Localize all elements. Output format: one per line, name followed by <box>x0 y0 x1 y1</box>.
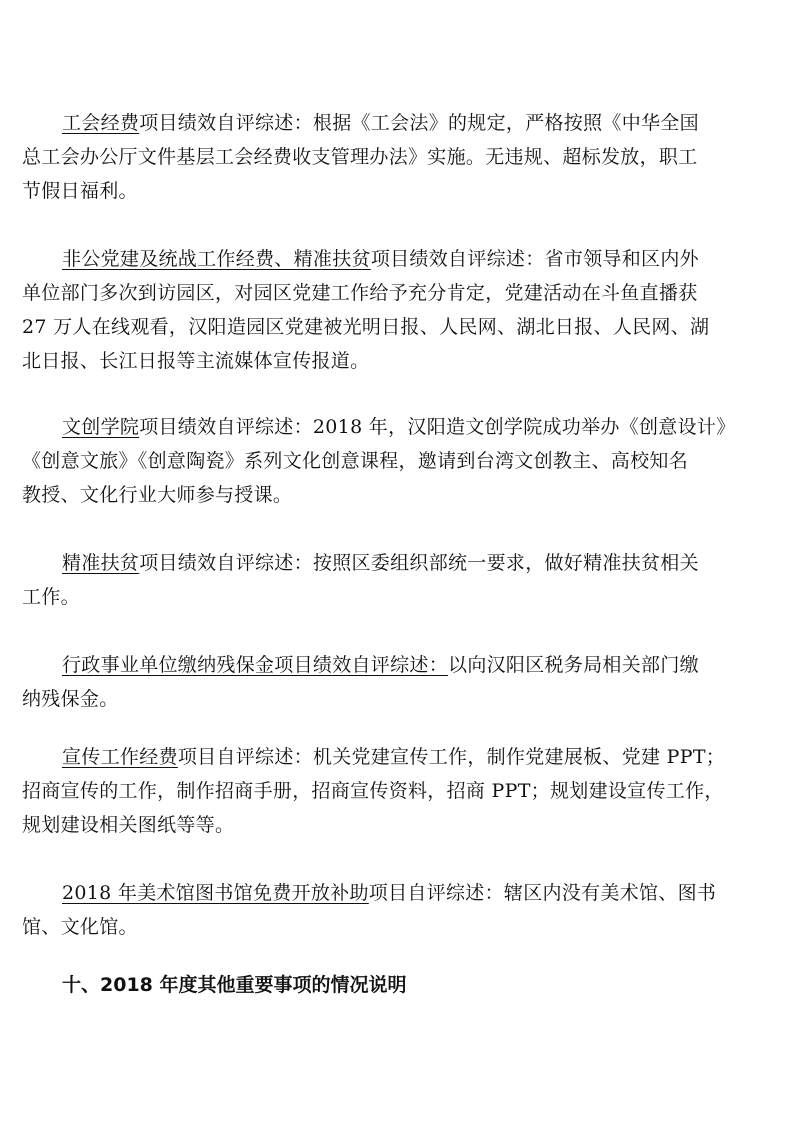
paragraph-line <box>22 344 369 378</box>
text-segment: 项目自评综述：辖区内没有美术馆、图书 <box>368 882 717 904</box>
underlined-project-name: 工会经费 <box>62 112 140 134</box>
paragraph-line <box>22 140 698 174</box>
text-segment: 项目绩效自评综述：2018 年，汉阳造文创学院成功举办《创意设计》 <box>139 416 736 438</box>
text-segment: 项目绩效自评综述：按照区委组织部统一要求，做好精准扶贫相关 <box>139 552 699 574</box>
text-segment: 总工会办公厅文件基层工会经费收支管理办法》实施。无违规、超标发放，职工 <box>22 146 698 168</box>
underlined-project-name: 文创学院 <box>62 416 140 438</box>
text-segment: 《创意文旅》《创意陶瓷》系列文化创意课程，邀请到台湾文创教主、高校知名 <box>22 450 689 472</box>
paragraph-line <box>62 106 699 140</box>
text-segment: 纳残保金。 <box>22 688 119 710</box>
paragraph-line <box>22 774 724 808</box>
underlined-project-name: 2018 年美术馆图书馆免费开放补助 <box>62 882 369 904</box>
paragraph-line <box>22 310 709 344</box>
text-segment: 项目自评综述：机关党建宣传工作，制作党建展板、党建 PPT； <box>177 746 726 768</box>
paragraph-line <box>22 276 698 310</box>
text-segment: 项目绩效自评综述：省市领导和区内外 <box>370 248 699 270</box>
underlined-project-name: 行政事业单位缴纳残保金项目绩效自评综述： <box>62 654 449 676</box>
text-segment: 招商宣传的工作，制作招商手册，招商宣传资料，招商 PPT；规划建设宣传工作， <box>22 780 724 802</box>
text-segment: 工作。 <box>22 586 80 608</box>
text-segment: 27 万人在线观看，汉阳造园区党建被光明日报、人民网、湖北日报、人民网、湖 <box>22 316 710 338</box>
paragraph-line <box>22 682 119 716</box>
text-segment: 馆、文化馆。 <box>22 916 138 938</box>
paragraph-line <box>22 174 138 208</box>
text-segment: 规划建设相关图纸等等。 <box>22 814 235 836</box>
text-segment: 节假日福利。 <box>22 180 138 202</box>
paragraph-line <box>22 478 292 512</box>
text-segment: 北日报、长江日报等主流媒体宣传报道。 <box>22 350 370 372</box>
text-segment: 项目绩效自评综述：根据《工会法》的规定，严格按照《中华全国 <box>139 112 699 134</box>
text-segment: 教授、文化行业大师参与授课。 <box>22 484 293 506</box>
text-segment: 以向汉阳区税务局相关部门缴 <box>448 654 699 676</box>
text-segment: 单位部门多次到访园区，对园区党建工作给予充分肯定，党建活动在斗鱼直播获 <box>22 282 698 304</box>
paragraph-line <box>22 444 688 478</box>
paragraph-line <box>62 546 699 580</box>
paragraph-line <box>62 242 699 276</box>
paragraph-line <box>62 876 716 910</box>
underlined-project-name: 非公党建及统战工作经费、精准扶贫 <box>62 248 371 270</box>
underlined-project-name: 精准扶贫 <box>62 552 140 574</box>
paragraph-line <box>62 410 736 444</box>
paragraph-line <box>22 808 234 842</box>
section-heading: 十、2018 年度其他重要事项的情况说明 <box>62 974 407 996</box>
paragraph-line <box>62 648 699 682</box>
paragraph-line <box>22 910 138 944</box>
underlined-project-name: 宣传工作经费 <box>62 746 178 768</box>
paragraph-line <box>62 740 725 774</box>
paragraph-line <box>22 580 80 614</box>
